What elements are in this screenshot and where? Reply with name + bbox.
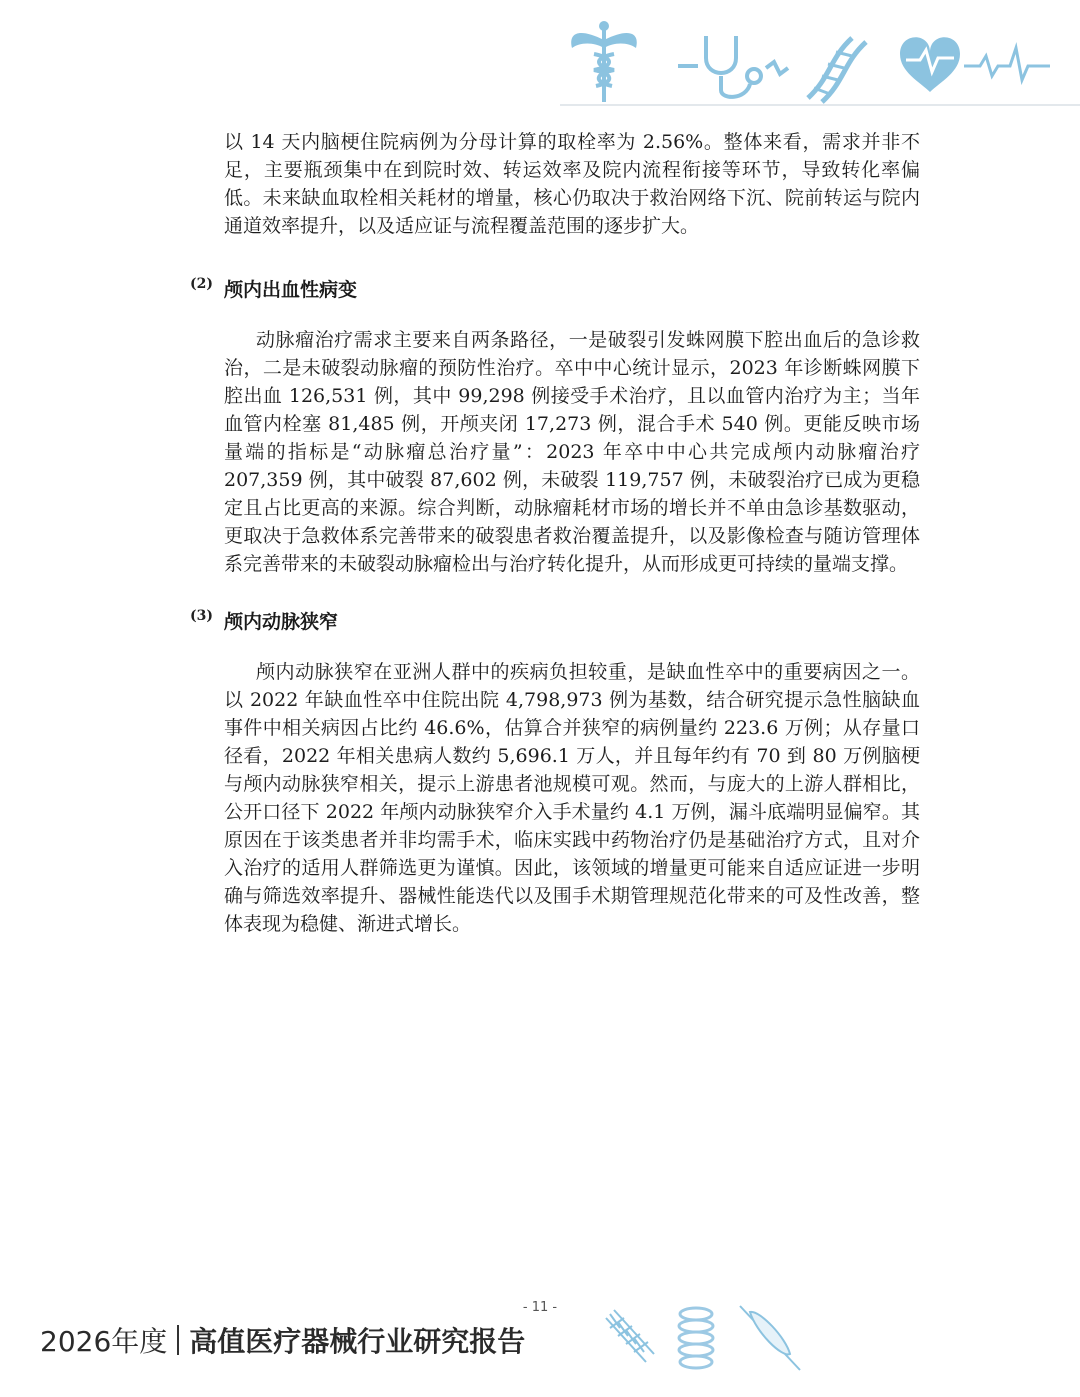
footer-year: 2026年度 [40,1325,168,1358]
intro-paragraph: 以 14 天内脑梗住院病例为分母计算的取栓率为 2.56%。整体来看，需求并非不足，主要瓶颈集中在到院时效、转运效率及院内流程衔接等环节，导致转化率偏低。未来缺血取栓相关耗材的增量，核心仍取决于救治网络下沉、院前转运与院内通道效率提升，以及适应证与流程覆盖范围的逐步扩大。 [224,131,920,237]
caduceus-icon [571,21,637,102]
section-3-paragraph: 颅内动脉狭窄在亚洲人群中的疾病负担较重，是缺血性卒中的重要病因之一。以 2022 年缺血性卒中住院出院 4,798,973 例为基数，结合研究提示急性脑缺血事件中相关病因占比约 46.6%，估算合并狭窄的病例量约 223.6 万例；从存量口径看，2022 年相关患病人数约 5,696.1 万人，并且每年约有 70 到 80 万例脑梗与颅内动脉狭窄相关，提示上游患者池规模可观。然而，与庞大的上游人群相比，公开口径下 2022 年颅内动脉狭窄介入手术量约 4.1 万例，漏斗底端明显偏窄。其原因在于该类患者并非均需手术，临床实践中药物治疗仍是基础治疗方式，且对介入治疗的适用人群筛选更为谨慎。因此，该领域的增量更可能来自适应证进一步明确与筛选效率提升、器械性能迭代以及围手术期管理规范化带来的可及性改善，整体表现为稳健、渐进式增长。 [224,661,920,935]
section-heading [190,276,920,304]
stent-icon [606,1310,654,1362]
section-title: 颅内出血性病变 [224,279,358,301]
section-2 [190,276,920,578]
section-number: (3) [190,608,213,624]
section-3 [190,608,920,938]
dna-icon [808,38,866,102]
balloon-catheter-icon [740,1306,800,1370]
footer-decoration [600,1298,810,1378]
section-2-paragraph: 动脉瘤治疗需求主要来自两条路径，一是破裂引发蛛网膜下腔出血后的急诊救治，二是未破裂动脉瘤的预防性治疗。卒中中心统计显示，2023 年诊断蛛网膜下腔出血 126,531 例，其中 99,298 例接受手术治疗，且以血管内治疗为主；当年血管内栓塞 81,485 例，开颅夹闭 17,273 例，混合手术 540 例。更能反映市场量端的指标是“动脉瘤总治疗量”：2023 年卒中中心共完成颅内动脉瘤治疗 207,359 例，其中破裂 87,602 例，未破裂 119,757 例，未破裂治疗已成为更稳定且占比更高的来源。综合判断，动脉瘤耗材市场的增长并不单由急诊基数驱动，更取决于急救体系完善带来的破裂患者救治覆盖提升，以及影像检查与随访管理体系完善带来的未破裂动脉瘤检出与治疗转化提升，从而形成更可持续的量端支撑。 [224,329,920,575]
section-heading [190,608,920,636]
footer [40,1318,525,1362]
section-title: 颅内动脉狭窄 [224,611,339,633]
header-decoration [560,18,1060,108]
heartbeat-icon [900,37,1050,92]
section-number: (2) [190,276,213,292]
page-number: - 11 - [522,1300,558,1315]
header-rule [560,104,1080,106]
stethoscope-icon [678,36,788,97]
coil-icon [679,1308,713,1368]
footer-title: 高值医疗器械行业研究报告 [189,1325,526,1358]
document-body [190,128,920,938]
footer-divider [177,1325,179,1355]
